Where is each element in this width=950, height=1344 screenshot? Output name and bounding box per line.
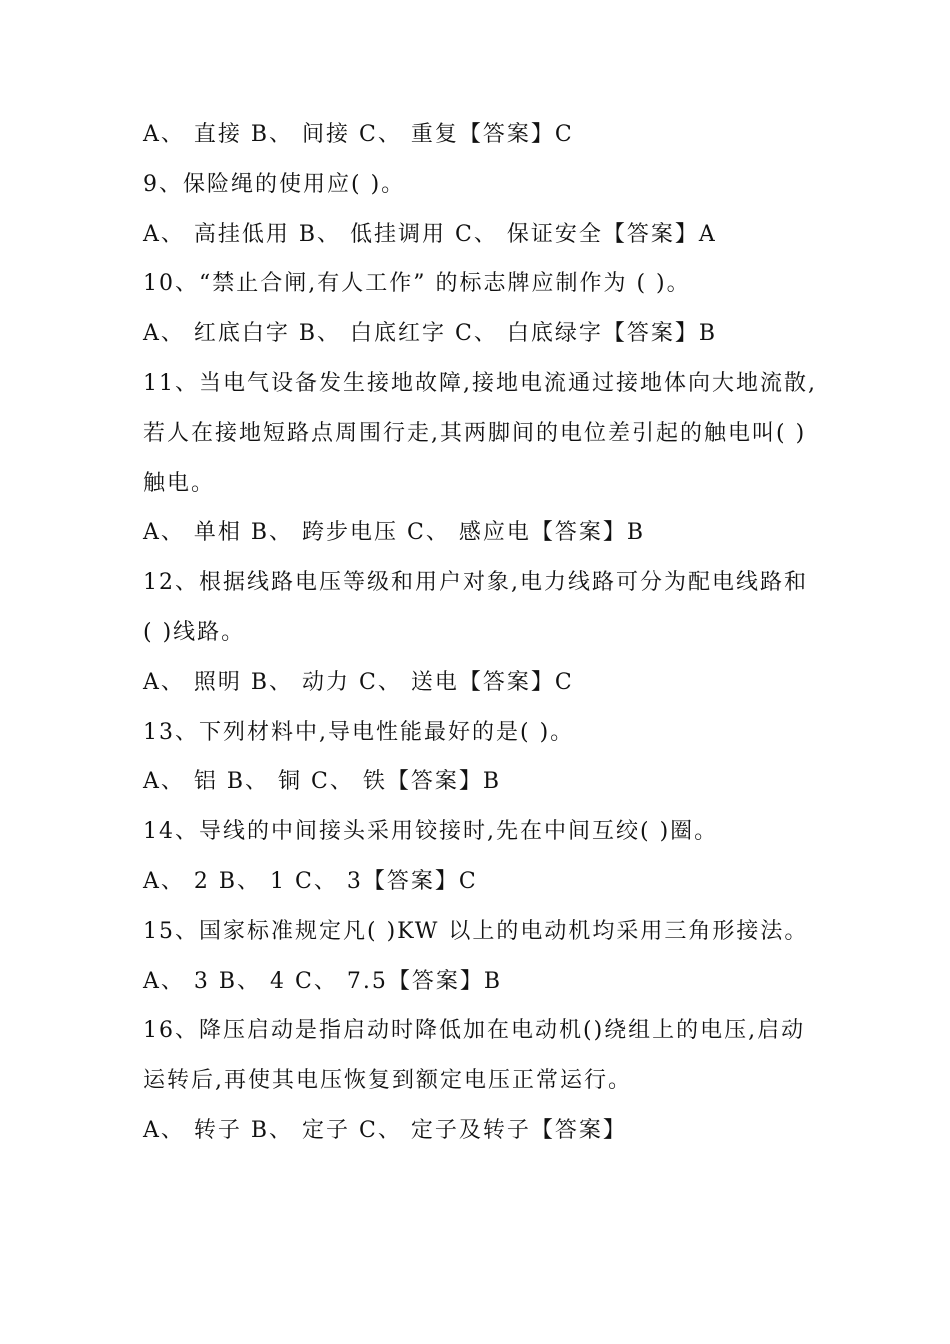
text-line: 14、导线的中间接头采用铰接时,先在中间互绞( )圈。 — [143, 819, 719, 845]
text-line: 9、保险绳的使用应( )。 — [143, 171, 406, 197]
text-line: 若人在接地短路点周围行走,其两脚间的电位差引起的触电叫( ) — [143, 420, 807, 446]
text-line: A、 2 B、 1 C、 3【答案】C — [143, 868, 478, 894]
text-line: A、 照明 B、 动力 C、 送电【答案】C — [143, 669, 574, 695]
text-line: 触电。 — [143, 470, 216, 496]
text-line: A、 3 B、 4 C、 7.5【答案】B — [143, 968, 503, 994]
text-line: A、 直接 B、 间接 C、 重复【答案】C — [143, 122, 574, 147]
text-line: A、 铝 B、 铜 C、 铁【答案】B — [143, 769, 502, 795]
text-line: 运转后,再使其电压恢复到额定电压正常运行。 — [143, 1068, 632, 1094]
text-line: 11、当电气设备发生接地故障,接地电流通过接地体向大地流散, — [143, 370, 817, 396]
text-line: A、 转子 B、 定子 C、 定子及转子【答案】 — [143, 1117, 627, 1143]
text-line: 15、国家标准规定凡( )KW 以上的电动机均采用三角形接法。 — [143, 918, 809, 944]
text-line: 16、降压启动是指启动时降低加在电动机()绕组上的电压,启动 — [143, 1018, 806, 1044]
text-line: 12、根据线路电压等级和用户对象,电力线路可分为配电线路和 — [143, 570, 808, 596]
text-line: A、 单相 B、 跨步电压 C、 感应电【答案】B — [143, 520, 646, 546]
text-line: ( )线路。 — [143, 619, 246, 645]
text-body — [143, 114, 843, 1160]
text-line: A、 高挂低用 B、 低挂调用 C、 保证安全【答案】A — [143, 221, 717, 247]
text-line: 10、“禁止合闸,有人工作” 的标志牌应制作为 ( )。 — [143, 271, 691, 297]
text-line: A、 红底白字 B、 白底红字 C、 白底绿字【答案】B — [143, 321, 718, 347]
text-line: 13、下列材料中,导电性能最好的是( )。 — [143, 719, 575, 745]
